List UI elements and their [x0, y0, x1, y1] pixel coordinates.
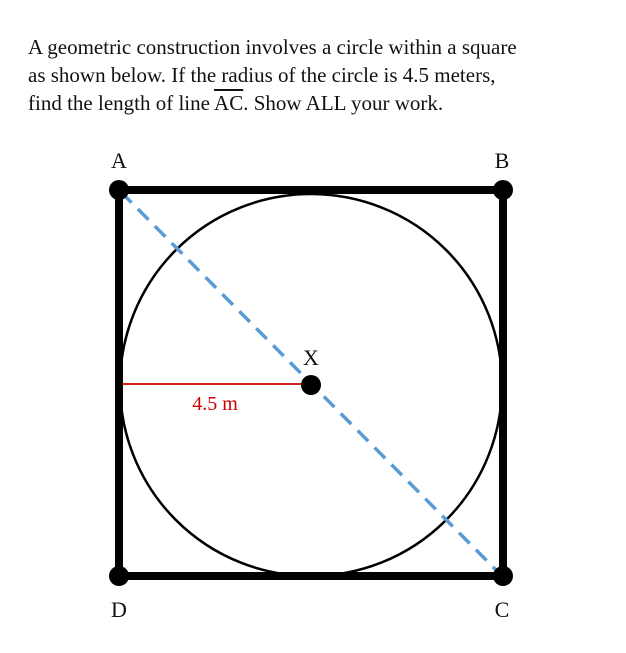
- point-d: [109, 566, 129, 586]
- point-b: [493, 180, 513, 200]
- label-c: C: [494, 597, 510, 622]
- segment-ac-notation: $\overline{AC}$: [214, 91, 244, 115]
- problem-line-3-prefix: find the length of line: [28, 91, 215, 115]
- label-a: A: [111, 148, 127, 173]
- radius-label: 4.5 m: [192, 393, 238, 415]
- problem-line-2: as shown below. If the radius of the circle is 4.5 meters,: [28, 63, 496, 87]
- point-c: [493, 566, 513, 586]
- point-x: [301, 375, 321, 395]
- problem-line-1: A geometric construction involves a circle within a square: [28, 35, 517, 59]
- point-a: [109, 180, 129, 200]
- label-b: B: [494, 148, 510, 173]
- problem-line-3-suffix: . Show ALL your work.: [243, 91, 444, 115]
- label-d: D: [111, 597, 127, 622]
- label-x: X: [303, 345, 319, 370]
